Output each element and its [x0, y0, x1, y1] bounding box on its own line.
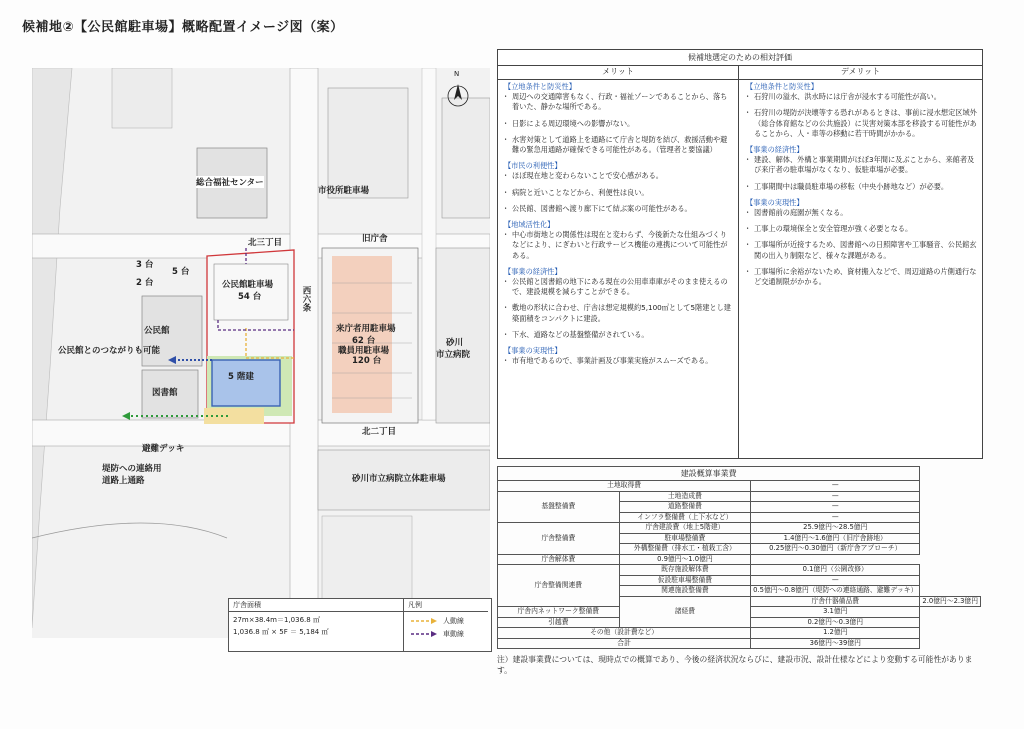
- label-2dai: 2 台: [136, 278, 154, 288]
- cost-value: 0.5億円～0.8億円（堤防への連絡通路、避難デッキ）: [751, 586, 920, 597]
- label-kita3: 北三丁目: [248, 238, 283, 248]
- cost-row: [498, 628, 981, 639]
- cost-group: 庁舎整備関連費: [498, 565, 620, 607]
- cost-item: インフラ整備費（上下水など）: [619, 512, 751, 523]
- label-toshokan: 図書館: [152, 388, 178, 398]
- label-sunagawa: 砂川: [446, 338, 464, 348]
- demerit-category: 【事業の実現性】: [746, 197, 804, 207]
- demerit-category: 【立地条件と防災性】: [746, 82, 818, 91]
- cost-group: 基盤整備費: [498, 491, 620, 523]
- label-sogo: 総合福祉センター: [196, 178, 264, 188]
- cost-item: 庁舎内ネットワーク整備費: [498, 607, 620, 618]
- label-shokuin: 職員用駐車場: [338, 346, 390, 356]
- cost-item: 土地造成費: [619, 491, 751, 502]
- site-map: [32, 68, 490, 638]
- merit-item: ・ 水害対策として道路上を通路にて庁舎と堤防を結び、救援活動や避難の緊急用通路が確保できる可能性がある。（管理者と要協議）: [504, 135, 734, 155]
- cost-value: 36億円～39億円: [751, 638, 920, 649]
- label-3dai: 3 台: [136, 260, 154, 270]
- merit-list: [500, 82, 738, 372]
- label-62dai: 62 台: [352, 336, 376, 346]
- label-kominkan: 公民館: [144, 326, 170, 336]
- demerit-item: ・ 工事場所が近接するため、図書館への日照障害や工事騒音、公民館玄関の出入り制限など、様々な課題がある。: [746, 240, 978, 260]
- label-120dai: 120 台: [352, 356, 382, 366]
- merit-item: ・ 公民館と図書館の地下にある現在の公用車車庫がそのまま使えるので、建設規模を減らすことができる。: [504, 277, 734, 297]
- merit-category: 【事業の経済性】: [504, 266, 562, 276]
- cost-item: 関連施設整備費: [619, 586, 751, 597]
- demerit-list: [742, 82, 982, 293]
- cost-row: [498, 554, 981, 565]
- label-kyuchosha: 旧庁舎: [362, 234, 388, 244]
- cost-item: 庁舎解体費: [498, 554, 620, 565]
- label-kita2: 北二丁目: [362, 427, 397, 437]
- area-line2: 1,036.8 ㎡ × 5F ＝ 5,184 ㎡: [233, 628, 329, 636]
- cost-item: 駐車場整備費: [619, 533, 751, 544]
- cost-value: 25.9億円～28.5億円: [751, 523, 920, 534]
- label-5dai: 5 台: [172, 267, 190, 277]
- north-label: N: [454, 70, 460, 78]
- cost-value: —: [751, 481, 920, 492]
- cost-value: 1.4億円～1.6億円（旧庁舎跡地）: [751, 533, 920, 544]
- label-teibo2: 道路上通路: [102, 476, 145, 486]
- merit-item: ・ 病院と近いことなどから、利便性は良い。: [504, 188, 734, 198]
- demerit-item: ・ 石狩川の堤防が決壊等する恐れがあるときは、事前に浸水想定区域外（総合体育館などの公共施設）に災害対策本部を移設する可能性があることから、人・車等の移動に若干時間がかかる。: [746, 108, 978, 139]
- merit-category: 【事業の実現性】: [504, 346, 562, 356]
- merit-item: ・ 市有地であるので、事業計画及び事業実施がスムーズである。: [504, 356, 734, 366]
- label-raicho: 来庁者用駐車場: [336, 324, 396, 334]
- merit-item: ・ 下水、道路などの基盤整備がされている。: [504, 330, 734, 340]
- page-title: 候補地②【公民館駐車場】概略配置イメージ図（案）: [22, 20, 344, 35]
- demerit-item: ・ 工事場所に余裕がないため、資材搬入などで、周辺道路の片側通行など交通制限がかかる。: [746, 267, 978, 287]
- area-line1: 27m×38.4m＝1,036.8 ㎡: [233, 616, 320, 624]
- demerit-category: 【事業の経済性】: [746, 145, 804, 155]
- label-54dai: 54 台: [238, 292, 262, 302]
- label-nishi6: 西六条: [301, 286, 311, 312]
- cost-item: 庁舎什器備品費: [751, 596, 920, 607]
- cost-row: [498, 491, 981, 502]
- cost-row: [498, 565, 981, 576]
- label-kominkan-parking: 公民館駐車場: [222, 280, 274, 290]
- merit-item: ・ 周辺への交通障害もなく、行政・福祉ゾーンであることから、落ち着いた、静かな場所である。: [504, 92, 734, 112]
- demerit-item: ・ 建設、解体、外構と事業期間がほぼ3年間に及ぶことから、来館者及び来庁者の駐車場がなくなり、仮駐車場が必要。: [746, 155, 978, 175]
- merit-item: ・ ほぼ現在地と変わらないことで安心感がある。: [504, 171, 734, 181]
- merit-item: ・ 敷地の形状に合わせ、庁舎は想定規模約5,100㎡として5階建とし建築面積をコンパクトに建設。: [504, 303, 734, 323]
- label-5f: 5 階建: [228, 372, 254, 382]
- demerit-item: ・ 図書館前の庭園が無くなる。: [746, 208, 978, 218]
- cost-value: 3.1億円: [751, 607, 920, 618]
- demerit-header: デメリット: [739, 65, 982, 80]
- evaluation-panel: [497, 49, 983, 459]
- legend-title: 凡例: [404, 599, 488, 612]
- cost-table: [497, 466, 981, 649]
- merit-category: 【市民の利便性】: [504, 161, 562, 171]
- merit-item: ・ 中心市街地との関係性は現在と変わらず、今後新たな仕組みづくりなどにより、にぎわいと行政サービス機能の連携について可能性がある。: [504, 230, 734, 261]
- cost-title: 建設概算事業費: [498, 467, 920, 481]
- area-title: 庁舎面積: [229, 599, 404, 612]
- cost-item: 合計: [498, 638, 751, 649]
- legend-box: [228, 598, 492, 652]
- cost-item: 庁舎建設費（地上5階建）: [619, 523, 751, 534]
- cost-item: 道路整備費: [619, 502, 751, 513]
- label-teibo1: 堤防への連絡用: [102, 464, 162, 474]
- merit-header: メリット: [498, 65, 739, 80]
- label-deck: 避難デッキ: [142, 444, 185, 454]
- cost-item: 外構整備費（排水工・植栽工含）: [619, 544, 751, 555]
- merit-category: 【地域活性化】: [504, 220, 555, 230]
- cost-item: 既存施設解体費: [619, 565, 751, 576]
- merit-item: ・ 公民館、図書館へ渡り廊下にて結ぶ案の可能性がある。: [504, 204, 734, 214]
- cost-value: —: [751, 491, 920, 502]
- cost-value: 2.0億円～2.3億円: [920, 596, 981, 607]
- cost-value: 0.9億円～1.0億円: [619, 554, 751, 565]
- cost-row: [498, 481, 981, 492]
- cost-value: —: [751, 502, 920, 513]
- eval-title: 候補地選定のための相対評価: [498, 50, 982, 66]
- label-tachi: 砂川市立病院立体駐車場: [352, 474, 446, 484]
- cost-value: —: [751, 512, 920, 523]
- cost-row: [498, 523, 981, 534]
- cost-value: 0.25億円～0.30億円（新庁舎アプローチ）: [751, 544, 920, 555]
- label-shiyakusho: 市役所駐車場: [318, 186, 370, 196]
- cost-item: 仮設駐車場整備費: [619, 575, 751, 586]
- cost-value: 0.2億円～0.3億円: [751, 617, 920, 628]
- demerit-item: ・ 工事上の環境保全と安全管理が強く必要となる。: [746, 224, 978, 234]
- demerit-item: ・ 石狩川の溢水、洪水時には庁舎が浸水する可能性が高い。: [746, 92, 978, 102]
- cost-row: [498, 638, 981, 649]
- legend-pedestrian: 人動線: [443, 617, 464, 625]
- cost-value: 0.1億円（公園改修）: [751, 565, 920, 576]
- cost-item: 土地取得費: [498, 481, 751, 492]
- label-tsunagi: 公民館とのつながりも可能: [58, 346, 161, 356]
- cost-group: 諸経費: [619, 596, 751, 628]
- cost-item: その他（設計費など）: [498, 628, 751, 639]
- cost-item: 引越費: [498, 617, 620, 628]
- cost-group: 庁舎整備費: [498, 523, 620, 555]
- merit-category: 【立地条件と防災性】: [504, 82, 576, 91]
- cost-value: —: [751, 575, 920, 586]
- cost-value: 1.2億円: [751, 628, 920, 639]
- label-hospital: 市立病院: [436, 350, 471, 360]
- demerit-item: ・ 工事期間中は職員駐車場の移転（中央小跡地など）が必要。: [746, 182, 978, 192]
- merit-item: ・ 日影による周辺環境への影響がない。: [504, 119, 734, 129]
- footnote: 注）建設事業費については、現時点での概算であり、今後の経済状況ならびに、建設市況、設計仕様などにより変動する可能性があります。: [497, 655, 973, 675]
- legend-vehicle: 車動線: [443, 630, 464, 638]
